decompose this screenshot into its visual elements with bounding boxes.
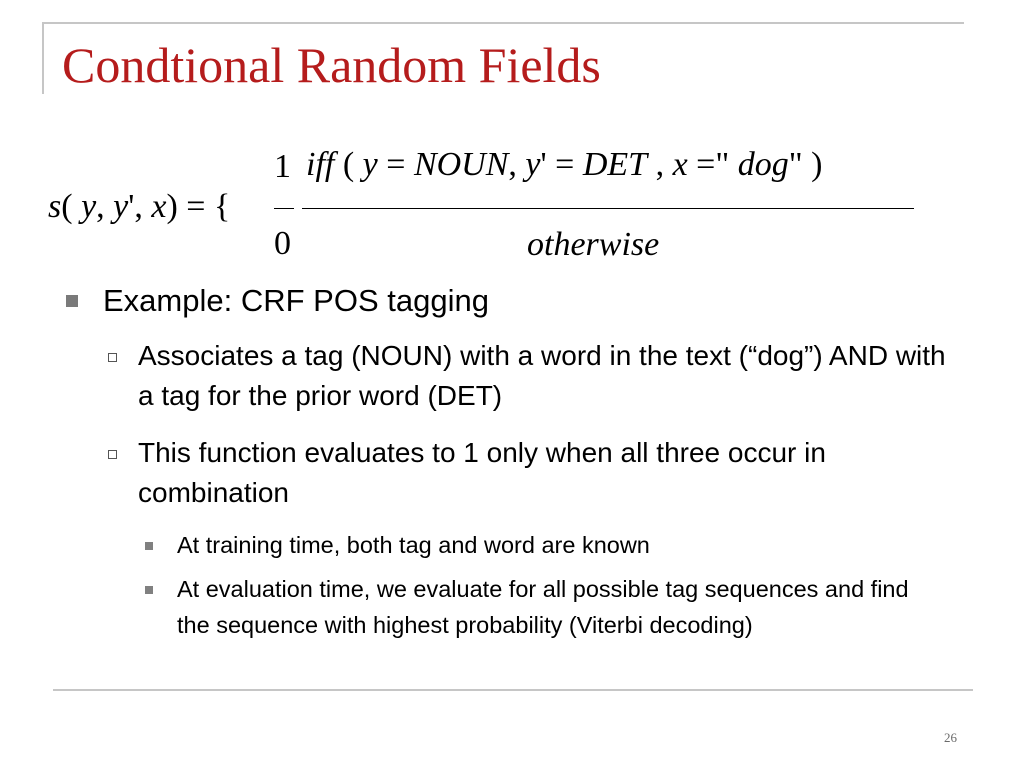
title-frame-top-line <box>42 22 964 24</box>
formula-fraction-line <box>302 208 914 209</box>
sub-bullet-2-text: This function evaluates to 1 only when all three occur in combination <box>138 437 826 508</box>
bullet-main-text: Example: CRF POS tagging <box>103 283 489 318</box>
sub-sub-bullet-2-text: At evaluation time, we evaluate for all possible tag sequences and find the sequence with highest probability (Viterbi decoding) <box>177 576 909 638</box>
small-square-bullet-icon <box>145 542 153 550</box>
hollow-square-bullet-icon <box>108 450 117 459</box>
sub-sub-bullet-1-text: At training time, both tag and word are known <box>177 532 650 558</box>
footer-divider-line <box>53 689 973 691</box>
slide-title: Condtional Random Fields <box>62 37 601 93</box>
formula-case2-value: 0 <box>274 225 291 262</box>
formula-minus-sign <box>274 208 294 209</box>
sub-bullet-1-text: Associates a tag (NOUN) with a word in the text (“dog”) AND with a tag for the prior word (DET) <box>138 340 946 411</box>
formula-case1-value: 1 <box>274 148 291 185</box>
page-number: 26 <box>944 730 957 745</box>
title-frame-left-line <box>42 22 44 94</box>
small-square-bullet-icon <box>145 586 153 594</box>
formula-lhs: s( y, y', x) = { <box>48 188 231 225</box>
formula-case1-condition: iff ( y = NOUN, y' = DET , x =" dog" ) <box>306 146 823 183</box>
formula-case2-condition: otherwise <box>527 226 660 263</box>
hollow-square-bullet-icon <box>108 353 117 362</box>
bullet-square-icon <box>66 295 78 307</box>
